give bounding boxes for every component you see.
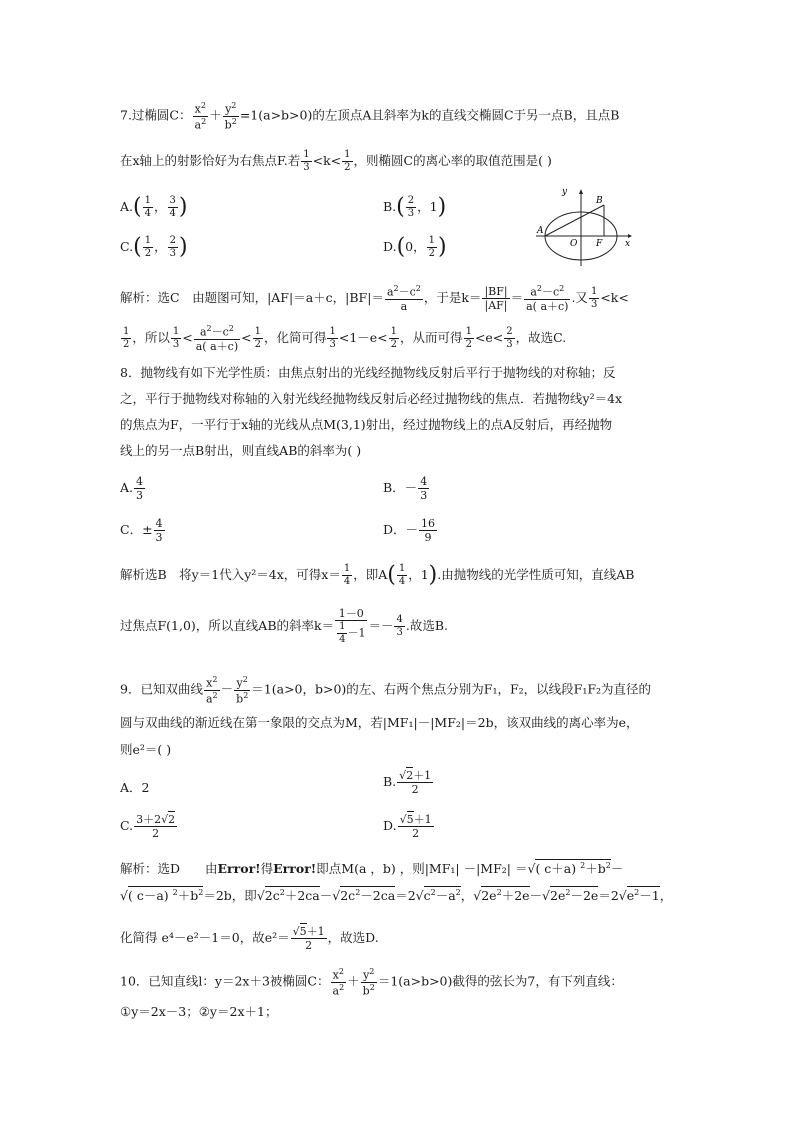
- x-axis-arrow: [628, 234, 632, 238]
- label-x: x: [625, 239, 631, 249]
- q8-line-2: 之，平行于抛物线对称轴的入射光线经抛物线反射后必经过抛物线的焦点．若抛物线y²＝4x: [120, 391, 623, 406]
- q7-option-b: B.( $\frac{2}{3}$ ，1): [383, 194, 447, 220]
- label-y: y: [562, 187, 568, 197]
- q7-text: 7.过椭圆C：: [120, 107, 192, 123]
- q7-option-c: C.( $\frac{1}{2}$ ， $\frac{2}{3}$ ): [120, 234, 188, 260]
- q7-line-1: 7.过椭圆C： $\frac{x^2}{a^2}$ ＋ $\frac{y^2}{b^2}$ =1(a>b>0)的左顶点A且斜率为k的直线交椭圆C于另一点B，且点B: [120, 101, 620, 132]
- label-o: O: [570, 239, 578, 249]
- label-b: B: [596, 196, 603, 206]
- q8-option-c: C．± $\frac{4}{3}$: [120, 517, 163, 544]
- q9-line-1: 9．已知双曲线 $\frac{x^2}{a^2}$ － $\frac{y^2}{b^2}$ ＝1(a>0，b>0)的左、右两个焦点分别为F₁，F₂，以线段F₁F₂为直径的: [120, 675, 652, 706]
- q9-option-d: D. $\frac{√5+1}{2}$: [383, 813, 432, 840]
- q8-option-b: B．－ $\frac{4}{3}$: [383, 475, 428, 502]
- q7-option-a: A.( $\frac{1}{4}$ ， $\frac{3}{4}$ ): [120, 194, 188, 220]
- q8-line-4: 线上的另一点B射出，则直线AB的斜率为( ): [120, 443, 362, 458]
- error-text: Error!: [273, 861, 317, 877]
- ellipse-figure: [534, 186, 634, 270]
- q10-line-1: 10．已知直线l：y＝2x＋3被椭圆C： $\frac{x^2}{a^2}$ ＋ $\frac{y^2}{b^2}$ ＝1(a>b>0)截得的弦长为7，有下列直线：: [120, 967, 623, 998]
- q9-solution-2: √( c－a) $^2+b^2=2b$，即$√2c^2+2ca-√2c^2-2ca=2√c^2-a^2$，$√2e^2+2e-√2e^2-2e=2√e^2-1$，: [120, 888, 673, 904]
- y-axis-arrow: [579, 189, 583, 194]
- q9-solution-1: 解析：选D 由Error!得Error!即点M(a ，b) ，则|MF₁| －|MF₂| ＝√( c＋a) $^2+b^2-$: [120, 861, 624, 877]
- q8-solution-1: 解析选B 将y＝1代入y²＝4x，可得x＝ $\frac{1}{4}$ ，即A( $\frac{1}{4}$ ，1).由抛物线的光学性质可知，直线AB: [120, 562, 635, 588]
- q9-solution-3: 化简得 e⁴－e²－1＝0，故e²＝ $\frac{√5+1}{2}$ ，故选D.: [120, 925, 379, 952]
- fraction: $\frac{x^2}{a^2}$: [194, 101, 207, 132]
- q8-option-a: A. $\frac{4}{3}$: [120, 475, 144, 502]
- q8-option-d: D．－ $\frac{16}{9}$: [383, 517, 436, 544]
- q7-solution-2: $\frac{1}{2}$ ，所以 $\frac{1}{3}$ < $\frac{a^2-c^2}{a( a+c)}$ < $\frac{1}{2}$ ，化简可得 $\frac{1}{3}$ <1－e< $\frac{1}{2}$ ，从而可得 $\frac{1}{2}$ <e< $\frac{2}{3}$ ，故选C.: [123, 324, 567, 353]
- q7-solution-1: 解析：选C 由题图可知，|AF|＝a＋c，|BF|＝ $\frac{a^2-c^2}{a}$ ，于是k＝ $\frac{|BF|}{|AF|}$ ＝ $\frac{a^2-c^2}{a( a+c)}$ .又 $\frac{1}{3}$ <k<: [120, 284, 629, 313]
- q9-option-a: A．2: [120, 780, 150, 795]
- label-a: A: [537, 226, 544, 236]
- q8-line-3: 的焦点为F，一平行于x轴的光线从点M(3,1)射出，经过抛物线上的点A反射后，再经抛物: [120, 417, 613, 432]
- q8-line-1: 8．抛物线有如下光学性质：由焦点射出的光线经抛物线反射后平行于抛物线的对称轴；反: [120, 365, 616, 380]
- fraction: $\frac{1}{2}$: [344, 149, 351, 173]
- q7-text: =1(a>b>0)的左顶点A且斜率为k的直线交椭圆C于另一点B，且点B: [239, 107, 620, 123]
- q7-text: ，则椭圆C的离心率的取值范围是( ): [353, 153, 552, 168]
- error-text: Error!: [217, 861, 261, 877]
- fraction: $\frac{y^2}{b^2}$: [224, 101, 237, 132]
- fraction: $\frac{1}{3}$: [303, 149, 310, 173]
- label-f: F: [596, 239, 603, 249]
- q9-option-c: C. $\frac{3+2√2}{2}$: [120, 813, 176, 840]
- q7-option-d: D.(0， $\frac{1}{2}$ ): [383, 234, 447, 260]
- q7-line-2: 在x轴上的射影恰好为右焦点F.若 $\frac{1}{3}$ <k< $\frac{1}{2}$ ，则椭圆C的离心率的取值范围是( ): [120, 149, 552, 173]
- q8-solution-2: 过焦点F(1,0)，所以直线AB的斜率k＝ 1－0 $\frac{1}{4}$ －1 ＝－ $\frac{4}{3}$ .故选B.: [120, 607, 448, 645]
- q9-line-2: 圆与双曲线的渐近线在第一象限的交点为M，若|MF₁|－|MF₂|＝2b，该双曲线的离心率为e，: [120, 715, 639, 730]
- q10-line-2: ①y＝2x－3；②y＝2x＋1；: [120, 1004, 278, 1019]
- q7-text: 在x轴上的射影恰好为右焦点F.若: [120, 153, 301, 168]
- q9-option-b: B. $\frac{√2+1}{2}$: [383, 769, 432, 796]
- q9-line-3: 则e²＝( ): [120, 742, 172, 757]
